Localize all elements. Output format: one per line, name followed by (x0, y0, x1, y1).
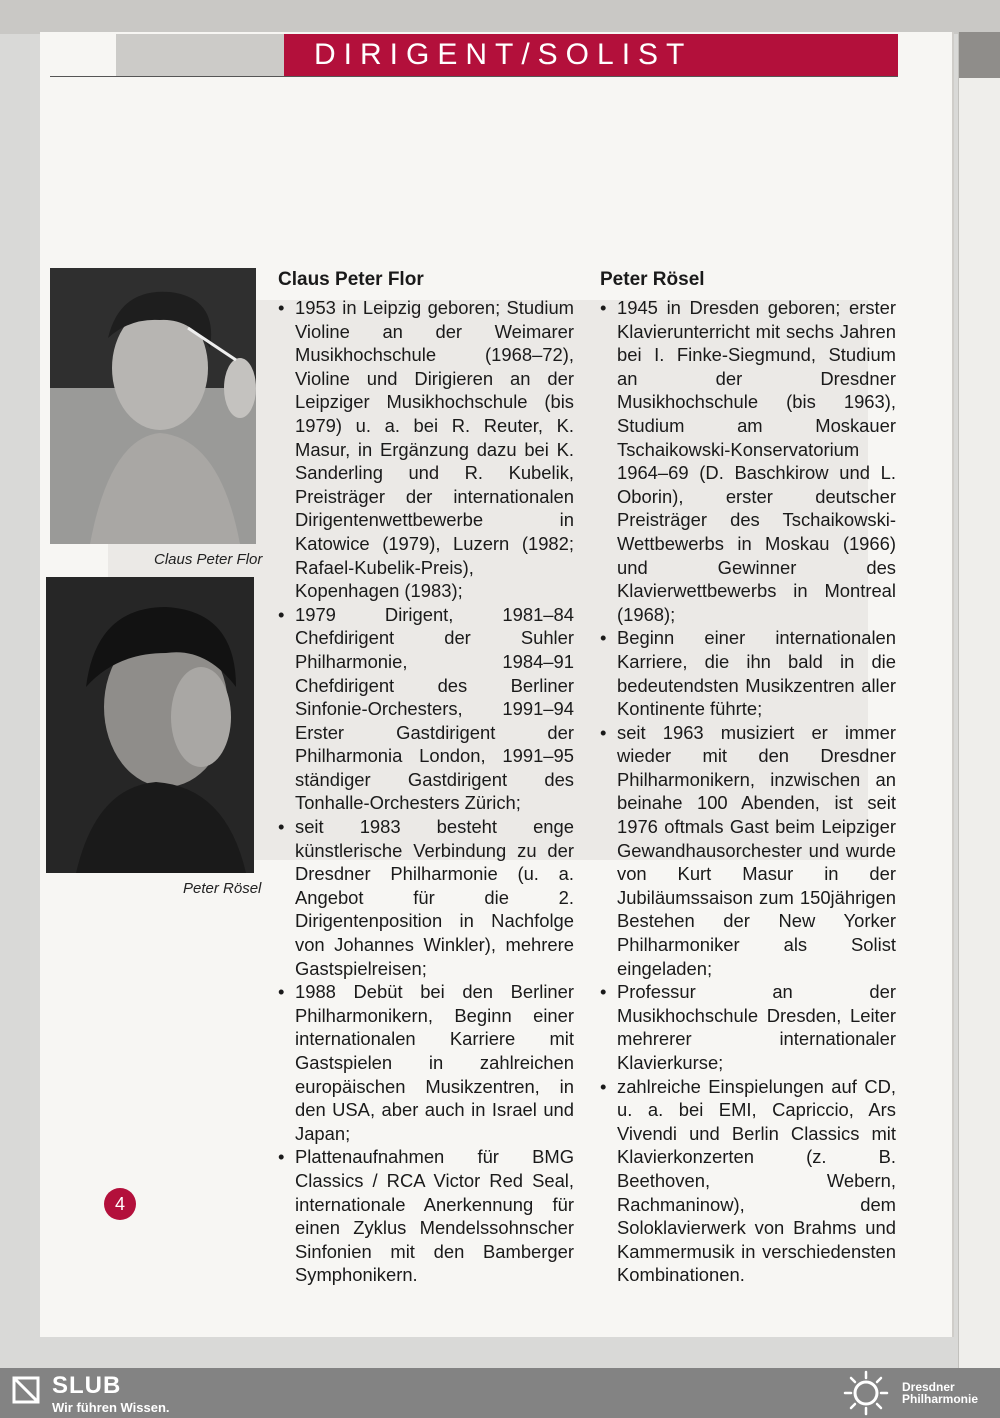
page-number-badge (104, 1188, 136, 1220)
page-number: 4 (114, 1194, 125, 1214)
list-item: • 1945 in Dresden geboren; erster Klavierunterricht mit sechs Jahren bei I. Finke-Siegmund, Studium an der Dresdner Musikhochschule (bis 1963), Studium am Moskauer Tschaikowski-Konservatorium 1964–69 (D. Baschkirow und L. Oborin), erster deutscher Preisträger des Tschaikowski-Wettbewerbs in Moskau (1966) und Gewinner des Klavierwettbewerbs in Montreal (1968); (600, 296, 896, 626)
list-item: • seit 1963 musiziert er immer wieder mit den Dresdner Philharmonikern, inzwischen an beinahe 100 Abenden, ist seit 1976 oftmals Gast beim Leipziger Gewandhausorchester und wurde von Kurt Masur in der Jubiläumssaison zum 150jährigen Bestehen der New Yorker Philharmoniker als Solist eingeladen; (600, 721, 896, 981)
bio-column-flor (278, 268, 574, 1287)
list-item: • seit 1983 besteht enge künstlerische Verbindung zu der Dresdner Philharmonie (u. a. Angebot für die 2. Dirigentenposition in Nachfolge von Johannes Winkler), mehrere Gastspielreisen; (278, 815, 574, 980)
dresdner-philharmonie-logo-icon (842, 1370, 890, 1416)
photo-pianist (46, 577, 254, 873)
list-item: • 1979 Dirigent, 1981–84 Chefdirigent der Suhler Philharmonie, 1984–91 Chefdirigent des Berliner Sinfonie-Orchesters, 1991–94 Erster Gastdirigent der Philharmonia London, 1991–95 ständiger Gastdirigent des Tonhalle-Orchesters Zürich; (278, 603, 574, 815)
photo-conductor (50, 268, 256, 544)
section-title: DIRIGENT/SOLIST (314, 38, 693, 71)
partner-name (902, 1381, 978, 1405)
bio-column-roesel (600, 268, 896, 1287)
bio-heading-flor: Claus Peter Flor (278, 269, 424, 290)
bio-list-flor (278, 296, 574, 1287)
list-item: • zahlreiche Einspielungen auf CD, u. a. bei EMI, Capriccio, Ars Vivendi und Berlin Classics mit Klavierkonzerten (z. B. Beethoven, Webern, Rachmaninow), dem Soloklavierwerk von Brahms und Kammermusik in verschiedensten Kombinationen. (600, 1075, 896, 1287)
list-item: • 1953 in Leipzig geboren; Studium Violine an der Weimarer Musikhochschule (1968–72), Violine und Dirigieren an der Leipziger Musikhochschule (bis 1979) u. a. bei R. Reuter, K. Masur, in Ergänzung dazu bei K. Sanderling und R. Kubelik, Preisträger der internationalen Dirigentenwettbewerbe in Katowice (1979), Luzern (1982; Rafael-Kubelik-Preis), Kopenhagen (1983); (278, 296, 574, 603)
list-item: • Plattenaufnahmen für BMG Classics / RCA Victor Red Seal, internationale Anerkennung für einen Zyklus Mendelssohnscher Sinfonien mit den Bamberger Symphonikern. (278, 1145, 574, 1287)
partner-name-line2: Philharmonie (902, 1392, 979, 1406)
list-item: • 1988 Debüt bei den Berliner Philharmonikern, Beginn einer internationalen Karriere mit Gastspielen in zahlreichen europäischen Musikzentren, in den USA, aber auch in Israel und Japan; (278, 980, 574, 1145)
section-header (284, 34, 898, 76)
slub-logo-icon (12, 1376, 40, 1404)
header-rule (50, 76, 898, 77)
slub-tagline: Wir führen Wissen. (52, 1400, 170, 1415)
list-item: • Beginn einer internationalen Karriere, die ihn bald in die bedeutendsten Musikzentren aller Kontinente führte; (600, 626, 896, 720)
photo-caption-flor: Claus Peter Flor (154, 551, 263, 568)
scan-border-top (0, 0, 1000, 34)
bio-list-roesel (600, 296, 896, 1287)
adjacent-page-edge (958, 32, 1000, 1368)
partner-name-line1: Dresdner (902, 1380, 955, 1394)
header-show-through (116, 34, 284, 76)
photo-caption-roesel: Peter Rösel (183, 880, 262, 897)
list-item: • Professur an der Musikhochschule Dresden, Leiter mehrerer internationaler Klavierkurse; (600, 980, 896, 1074)
bio-heading-roesel: Peter Rösel (600, 269, 705, 290)
slub-name: SLUB (52, 1372, 122, 1399)
viewer-footer (0, 1368, 1000, 1418)
